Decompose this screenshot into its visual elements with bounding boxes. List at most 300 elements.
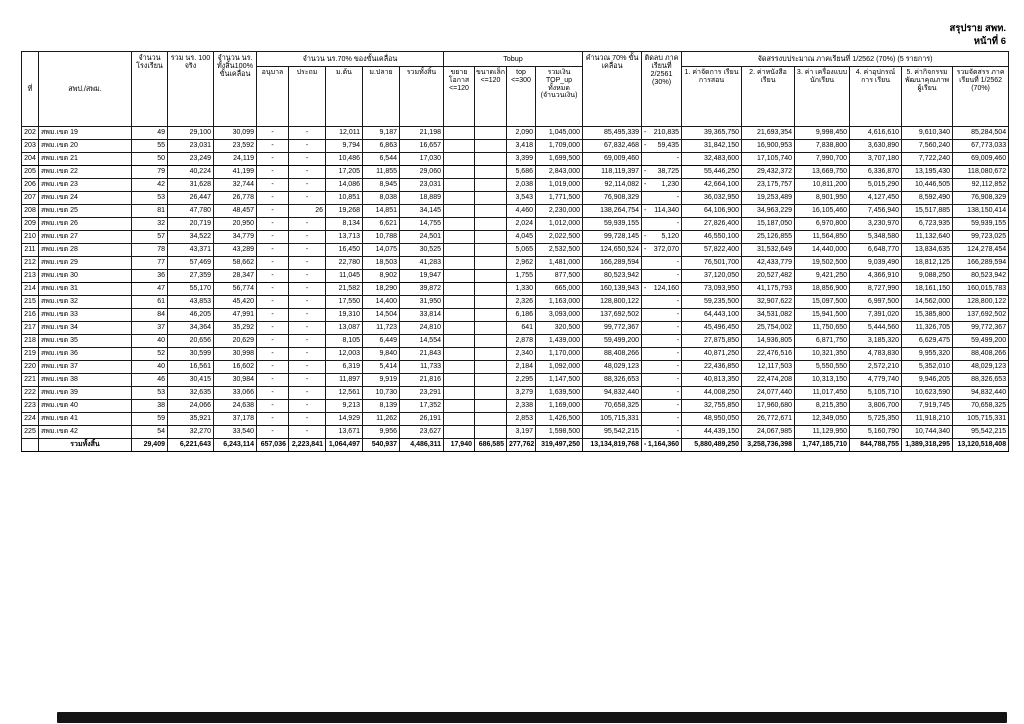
- value-cell: 1,064,497: [326, 439, 363, 452]
- value-cell: -: [257, 296, 289, 309]
- value-cell: 11,129,950: [795, 426, 850, 439]
- row-number: 210: [22, 231, 39, 244]
- value-cell: 21,582: [326, 283, 363, 296]
- value-cell: -: [257, 257, 289, 270]
- row-number: 221: [22, 374, 39, 387]
- value-cell: 45,496,450: [682, 322, 742, 335]
- value-cell: [444, 283, 475, 296]
- value-cell: 56,774: [214, 283, 257, 296]
- table-row: [22, 231, 1009, 244]
- value-cell: 22,436,850: [682, 361, 742, 374]
- value-cell: [475, 257, 507, 270]
- value-cell: 166,289,594: [583, 257, 642, 270]
- office-name: สพม.เขต 40: [39, 400, 132, 413]
- value-cell: 1,169,000: [536, 400, 583, 413]
- office-name: สพม.เขต 29: [39, 257, 132, 270]
- value-cell: 11,855: [363, 166, 400, 179]
- value-cell: 64,443,100: [682, 309, 742, 322]
- value-cell: 15,097,500: [795, 296, 850, 309]
- value-cell: 64,106,900: [682, 205, 742, 218]
- value-cell: 32,635: [168, 387, 214, 400]
- value-cell: 2,038: [507, 179, 536, 192]
- value-cell: 30,099: [214, 127, 257, 140]
- value-cell: 32,907,622: [742, 296, 795, 309]
- value-cell: 35,292: [214, 322, 257, 335]
- value-cell: 46: [132, 374, 168, 387]
- value-cell: -: [257, 153, 289, 166]
- value-cell: 99,728,145: [583, 231, 642, 244]
- value-cell: 69,009,460: [583, 153, 642, 166]
- value-cell: 44,439,150: [682, 426, 742, 439]
- deficit-cell: -: [642, 309, 682, 322]
- col-header-topup-total: รวมเงิน TOP_up ทั้งหมด (จำนวนเงิน): [536, 67, 583, 127]
- value-cell: 105,715,331: [953, 413, 1009, 426]
- value-cell: [444, 348, 475, 361]
- col-header-total100: รวม นร. 100 จริง: [168, 52, 214, 127]
- col-header-alloc-3: 3. ค่า เครื่องแบบ นักเรียน: [795, 67, 850, 127]
- value-cell: 1,747,185,710: [795, 439, 850, 452]
- value-cell: 23,249: [168, 153, 214, 166]
- row-number: 203: [22, 140, 39, 153]
- value-cell: 2,326: [507, 296, 536, 309]
- value-cell: 6,871,750: [795, 335, 850, 348]
- deficit-cell: - 124,160: [642, 283, 682, 296]
- value-cell: 85,284,504: [953, 127, 1009, 140]
- value-cell: 1,755: [507, 270, 536, 283]
- value-cell: [475, 348, 507, 361]
- office-name: สพม.เขต 30: [39, 270, 132, 283]
- value-cell: 10,486: [326, 153, 363, 166]
- deficit-cell: -: [642, 400, 682, 413]
- value-cell: 14,075: [363, 244, 400, 257]
- value-cell: -: [257, 127, 289, 140]
- value-cell: 23,592: [214, 140, 257, 153]
- value-cell: 11,733: [400, 361, 444, 374]
- value-cell: 2,024: [507, 218, 536, 231]
- value-cell: -: [289, 361, 326, 374]
- allocation-table-wrap: [21, 51, 1009, 452]
- table-row: [22, 244, 1009, 257]
- col-header-schools: จำนวน โรงเรียน: [132, 52, 168, 127]
- table-header: [22, 52, 1009, 127]
- bottom-dark-strip: [57, 712, 1007, 723]
- value-cell: 6,186: [507, 309, 536, 322]
- value-cell: 23,291: [400, 387, 444, 400]
- value-cell: 57,469: [168, 257, 214, 270]
- value-cell: 21,816: [400, 374, 444, 387]
- value-cell: 1,045,000: [536, 127, 583, 140]
- value-cell: 3,399: [507, 153, 536, 166]
- value-cell: -: [289, 374, 326, 387]
- value-cell: 27,826,400: [682, 218, 742, 231]
- value-cell: [475, 309, 507, 322]
- value-cell: -: [257, 140, 289, 153]
- value-cell: 7,990,700: [795, 153, 850, 166]
- office-name: สพม.เขต 28: [39, 244, 132, 257]
- value-cell: 6,863: [363, 140, 400, 153]
- value-cell: 6,970,800: [795, 218, 850, 231]
- row-number: 211: [22, 244, 39, 257]
- value-cell: 3,418: [507, 140, 536, 153]
- col-header-primary: ประถม: [289, 67, 326, 127]
- value-cell: 38: [132, 400, 168, 413]
- row-number: 222: [22, 387, 39, 400]
- value-cell: 94,832,440: [953, 387, 1009, 400]
- value-cell: 5,065: [507, 244, 536, 257]
- value-cell: 4,616,610: [850, 127, 902, 140]
- value-cell: 14,504: [363, 309, 400, 322]
- value-cell: [444, 244, 475, 257]
- value-cell: -: [289, 348, 326, 361]
- value-cell: 31,628: [168, 179, 214, 192]
- value-cell: 31,950: [400, 296, 444, 309]
- col-header-expand-opportunity: ขยาย โอกาส <=120: [444, 67, 475, 127]
- value-cell: -: [289, 413, 326, 426]
- value-cell: 23,175,757: [742, 179, 795, 192]
- value-cell: 2,223,841: [289, 439, 326, 452]
- value-cell: -: [289, 322, 326, 335]
- table-row: [22, 309, 1009, 322]
- office-name: สพม.เขต 34: [39, 322, 132, 335]
- value-cell: 6,449: [363, 335, 400, 348]
- value-cell: 3,185,320: [850, 335, 902, 348]
- value-cell: 23,031: [168, 140, 214, 153]
- value-cell: 166,289,594: [953, 257, 1009, 270]
- value-cell: 8,038: [363, 192, 400, 205]
- value-cell: 84: [132, 309, 168, 322]
- value-cell: 8,945: [363, 179, 400, 192]
- value-cell: 78: [132, 244, 168, 257]
- value-cell: 9,088,250: [902, 270, 953, 283]
- value-cell: 15,385,800: [902, 309, 953, 322]
- value-cell: 4,127,450: [850, 192, 902, 205]
- value-cell: 37,178: [214, 413, 257, 426]
- table-row: [22, 426, 1009, 439]
- value-cell: 30,525: [400, 244, 444, 257]
- value-cell: 1,330: [507, 283, 536, 296]
- value-cell: 94,832,440: [583, 387, 642, 400]
- value-cell: -: [289, 257, 326, 270]
- value-cell: [475, 140, 507, 153]
- value-cell: 160,015,783: [953, 283, 1009, 296]
- value-cell: 5,105,710: [850, 387, 902, 400]
- value-cell: 26,447: [168, 192, 214, 205]
- value-cell: 8,902: [363, 270, 400, 283]
- value-cell: 877,500: [536, 270, 583, 283]
- value-cell: 17,105,740: [742, 153, 795, 166]
- value-cell: 14,554: [400, 335, 444, 348]
- row-number: 206: [22, 179, 39, 192]
- value-cell: 31,532,649: [742, 244, 795, 257]
- value-cell: 32: [132, 218, 168, 231]
- row-number: 223: [22, 400, 39, 413]
- value-cell: [444, 322, 475, 335]
- value-cell: 1,147,500: [536, 374, 583, 387]
- value-cell: 13,671: [326, 426, 363, 439]
- value-cell: 13,087: [326, 322, 363, 335]
- deficit-cell: - 1,230: [642, 179, 682, 192]
- value-cell: 18,889: [400, 192, 444, 205]
- value-cell: 39,872: [400, 283, 444, 296]
- value-cell: 34,963,229: [742, 205, 795, 218]
- office-name: สพม.เขต 24: [39, 192, 132, 205]
- value-cell: 59,939,155: [583, 218, 642, 231]
- value-cell: 29,409: [132, 439, 168, 452]
- office-name: สพม.เขต 38: [39, 374, 132, 387]
- value-cell: 58,662: [214, 257, 257, 270]
- value-cell: 45,420: [214, 296, 257, 309]
- value-cell: 128,800,122: [583, 296, 642, 309]
- value-cell: 2,878: [507, 335, 536, 348]
- value-cell: 118,119,397: [583, 166, 642, 179]
- value-cell: -: [289, 283, 326, 296]
- value-cell: 9,039,490: [850, 257, 902, 270]
- value-cell: 7,456,940: [850, 205, 902, 218]
- value-cell: -: [257, 231, 289, 244]
- value-cell: [444, 374, 475, 387]
- value-cell: 70,658,325: [583, 400, 642, 413]
- value-cell: 24,066: [168, 400, 214, 413]
- value-cell: 16,657: [400, 140, 444, 153]
- value-cell: 5,725,350: [850, 413, 902, 426]
- value-cell: 4,783,830: [850, 348, 902, 361]
- office-name: สพม.เขต 31: [39, 283, 132, 296]
- value-cell: 5,348,580: [850, 231, 902, 244]
- value-cell: 128,800,122: [953, 296, 1009, 309]
- value-cell: 79: [132, 166, 168, 179]
- value-cell: 43,853: [168, 296, 214, 309]
- value-cell: 43,371: [168, 244, 214, 257]
- office-name: สพม.เขต 41: [39, 413, 132, 426]
- value-cell: [444, 153, 475, 166]
- value-cell: 5,160,790: [850, 426, 902, 439]
- value-cell: 11,723: [363, 322, 400, 335]
- table-row: [22, 400, 1009, 413]
- value-cell: 34,364: [168, 322, 214, 335]
- value-cell: 1,699,500: [536, 153, 583, 166]
- value-cell: 5,686: [507, 166, 536, 179]
- value-cell: 7,560,240: [902, 140, 953, 153]
- value-cell: 9,610,340: [902, 127, 953, 140]
- value-cell: 69,009,460: [953, 153, 1009, 166]
- allocation-table: [21, 51, 1009, 452]
- deficit-cell: -: [642, 348, 682, 361]
- value-cell: 88,408,266: [583, 348, 642, 361]
- value-cell: 61: [132, 296, 168, 309]
- row-number: 207: [22, 192, 39, 205]
- value-cell: 665,000: [536, 283, 583, 296]
- value-cell: [444, 140, 475, 153]
- value-cell: 1,709,000: [536, 140, 583, 153]
- value-cell: 41,199: [214, 166, 257, 179]
- page-corner-caption: [949, 23, 1006, 49]
- office-name: สพม.เขต 23: [39, 179, 132, 192]
- value-cell: 17,205: [326, 166, 363, 179]
- value-cell: 37: [132, 322, 168, 335]
- value-cell: 47: [132, 283, 168, 296]
- table-row: [22, 270, 1009, 283]
- value-cell: 9,840: [363, 348, 400, 361]
- value-cell: 9,213: [326, 400, 363, 413]
- value-cell: -: [289, 296, 326, 309]
- value-cell: [475, 192, 507, 205]
- value-cell: 26: [289, 205, 326, 218]
- value-cell: 8,105: [326, 335, 363, 348]
- value-cell: 35,921: [168, 413, 214, 426]
- row-number: 215: [22, 296, 39, 309]
- value-cell: 15,517,885: [902, 205, 953, 218]
- value-cell: 2,853: [507, 413, 536, 426]
- value-cell: 67,773,033: [953, 140, 1009, 153]
- value-cell: -: [289, 309, 326, 322]
- value-cell: [475, 426, 507, 439]
- value-cell: 30,998: [214, 348, 257, 361]
- value-cell: 92,114,082: [583, 179, 642, 192]
- value-cell: 81: [132, 205, 168, 218]
- value-cell: 8,901,950: [795, 192, 850, 205]
- value-cell: 99,723,025: [953, 231, 1009, 244]
- value-cell: -: [257, 348, 289, 361]
- value-cell: 14,400: [363, 296, 400, 309]
- value-cell: [475, 400, 507, 413]
- value-cell: 540,937: [363, 439, 400, 452]
- col-header-office: สพป./สพม.: [39, 52, 132, 127]
- value-cell: 12,011: [326, 127, 363, 140]
- table-row: [22, 257, 1009, 270]
- value-cell: 641: [507, 322, 536, 335]
- value-cell: 24,067,985: [742, 426, 795, 439]
- value-cell: [475, 335, 507, 348]
- value-cell: 7,722,240: [902, 153, 953, 166]
- value-cell: 17,960,680: [742, 400, 795, 413]
- row-number: 208: [22, 205, 39, 218]
- value-cell: 20,656: [168, 335, 214, 348]
- value-cell: 46,205: [168, 309, 214, 322]
- value-cell: 33,540: [214, 426, 257, 439]
- value-cell: 88,326,653: [583, 374, 642, 387]
- office-name: รวมทั้งสิ้น: [39, 439, 132, 452]
- value-cell: 55,170: [168, 283, 214, 296]
- value-cell: [475, 179, 507, 192]
- value-cell: 13,669,750: [795, 166, 850, 179]
- value-cell: 73,093,950: [682, 283, 742, 296]
- value-cell: 10,313,150: [795, 374, 850, 387]
- page-number: หน้าที่ 6: [973, 35, 1006, 47]
- value-cell: 26,191: [400, 413, 444, 426]
- value-cell: 76,908,329: [953, 192, 1009, 205]
- value-cell: [444, 361, 475, 374]
- value-cell: 32,270: [168, 426, 214, 439]
- value-cell: 10,811,200: [795, 179, 850, 192]
- value-cell: 16,900,953: [742, 140, 795, 153]
- value-cell: 57: [132, 231, 168, 244]
- value-cell: 10,321,350: [795, 348, 850, 361]
- row-number: 204: [22, 153, 39, 166]
- value-cell: 9,421,250: [795, 270, 850, 283]
- value-cell: 33,066: [214, 387, 257, 400]
- value-cell: 6,648,770: [850, 244, 902, 257]
- table-row: [22, 179, 1009, 192]
- value-cell: 124,650,524: [583, 244, 642, 257]
- value-cell: 46,550,100: [682, 231, 742, 244]
- value-cell: 59: [132, 413, 168, 426]
- value-cell: 14,086: [326, 179, 363, 192]
- value-cell: 1,092,000: [536, 361, 583, 374]
- value-cell: -: [257, 361, 289, 374]
- value-cell: [444, 257, 475, 270]
- value-cell: 4,486,311: [400, 439, 444, 452]
- value-cell: 14,440,000: [795, 244, 850, 257]
- value-cell: 17,940: [444, 439, 475, 452]
- value-cell: 8,727,990: [850, 283, 902, 296]
- value-cell: -: [257, 426, 289, 439]
- row-number: 213: [22, 270, 39, 283]
- value-cell: 40: [132, 335, 168, 348]
- value-cell: 16,561: [168, 361, 214, 374]
- value-cell: 11,897: [326, 374, 363, 387]
- value-cell: 18,856,900: [795, 283, 850, 296]
- value-cell: 2,022,500: [536, 231, 583, 244]
- value-cell: 99,772,367: [953, 322, 1009, 335]
- value-cell: 92,112,852: [953, 179, 1009, 192]
- value-cell: 20,527,482: [742, 270, 795, 283]
- value-cell: 10,730: [363, 387, 400, 400]
- col-header-upper-secondary: ม.ปลาย: [363, 67, 400, 127]
- value-cell: 277,762: [507, 439, 536, 452]
- value-cell: 10,788: [363, 231, 400, 244]
- value-cell: 12,349,050: [795, 413, 850, 426]
- value-cell: -: [257, 205, 289, 218]
- value-cell: 48,029,123: [583, 361, 642, 374]
- value-cell: 19,502,500: [795, 257, 850, 270]
- value-cell: 31,842,150: [682, 140, 742, 153]
- value-cell: 1,481,000: [536, 257, 583, 270]
- row-number: 214: [22, 283, 39, 296]
- value-cell: 5,444,560: [850, 322, 902, 335]
- value-cell: 42,664,100: [682, 179, 742, 192]
- row-number: 209: [22, 218, 39, 231]
- value-cell: 6,723,935: [902, 218, 953, 231]
- table-row: [22, 387, 1009, 400]
- value-cell: 19,947: [400, 270, 444, 283]
- value-cell: 2,338: [507, 400, 536, 413]
- value-cell: 80,523,942: [953, 270, 1009, 283]
- value-cell: [444, 335, 475, 348]
- value-cell: 40: [132, 361, 168, 374]
- value-cell: 34,145: [400, 205, 444, 218]
- value-cell: [475, 205, 507, 218]
- value-cell: -: [257, 413, 289, 426]
- value-cell: 16,105,460: [795, 205, 850, 218]
- value-cell: 14,936,805: [742, 335, 795, 348]
- row-number: [22, 439, 39, 452]
- deficit-cell: -: [642, 296, 682, 309]
- value-cell: 6,997,500: [850, 296, 902, 309]
- value-cell: [444, 413, 475, 426]
- value-cell: 32,483,600: [682, 153, 742, 166]
- value-cell: [475, 374, 507, 387]
- value-cell: 657,036: [257, 439, 289, 452]
- value-cell: 39,365,750: [682, 127, 742, 140]
- value-cell: 13,120,518,408: [953, 439, 1009, 452]
- value-cell: 12,117,503: [742, 361, 795, 374]
- value-cell: 67,832,468: [583, 140, 642, 153]
- value-cell: 10,744,340: [902, 426, 953, 439]
- value-cell: 99,772,367: [583, 322, 642, 335]
- value-cell: 105,715,331: [583, 413, 642, 426]
- deficit-cell: -: [642, 153, 682, 166]
- value-cell: [444, 218, 475, 231]
